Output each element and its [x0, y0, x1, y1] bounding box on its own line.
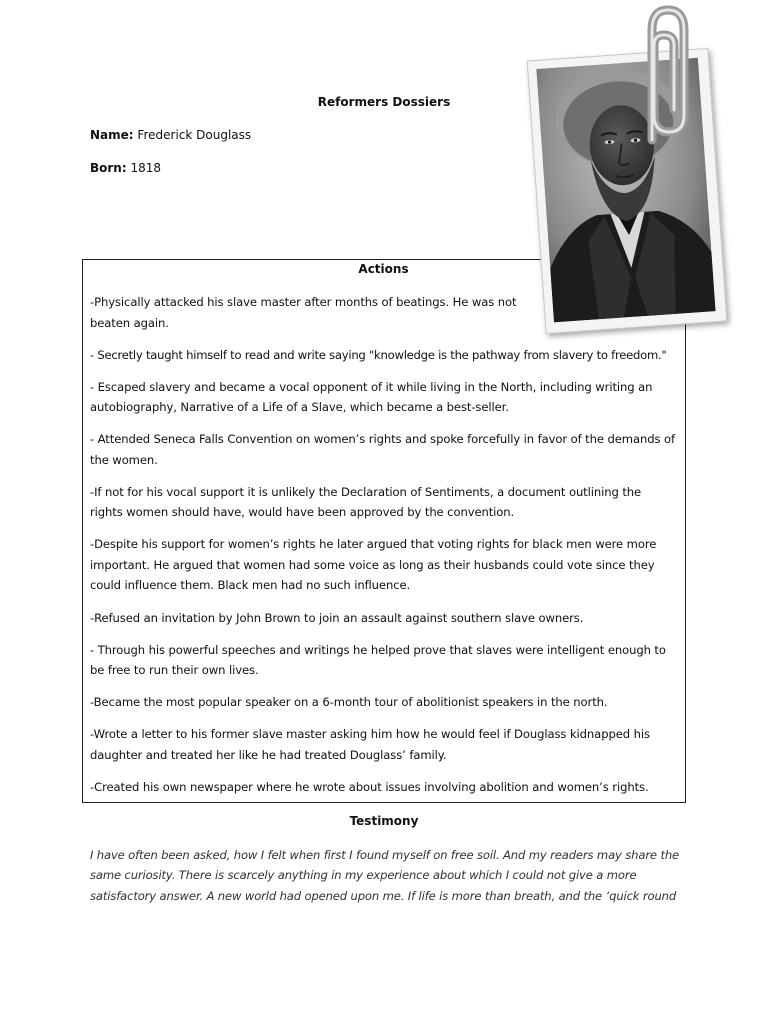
action-item: -Physically attacked his slave master after months of beatings. He was not beaten again.: [90, 295, 517, 330]
born-field: [90, 161, 161, 175]
born-value: 1818: [130, 161, 162, 175]
actions-box: [82, 259, 686, 803]
action-item: -Wrote a letter to his former slave master asking him how he would feel if Douglass kidnapped his daughter and treated her like he had treated Douglass’ family.: [90, 727, 650, 762]
page-title: Reformers Dossiers: [317, 95, 451, 109]
testimony-text: I have often been asked, how I felt when first I found myself on free soil. And my readers may share the same curiosity. There is scarcely anything in my experience about which I could not give a more satisfactory answer. A new world had opened upon me. If life is more than breath, and the ‘quick round: [90, 848, 680, 903]
action-item: -Created his own newspaper where he wrote about issues involving abolition and women’s rights.: [90, 779, 649, 794]
action-item: -Refused an invitation by John Brown to join an assault against southern slave owners.: [90, 610, 584, 625]
action-item: - Escaped slavery and became a vocal opponent of it while living in the North, including writing an autobiography, Narrative of a Life of a Slave, which became a best-seller.: [90, 379, 653, 415]
name-label: Name:: [90, 128, 134, 142]
action-item: -Became the most popular speaker on a 6-month tour of abolitionist speakers in the north.: [90, 695, 608, 710]
action-item: -If not for his vocal support it is unlikely the Declaration of Sentiments, a document outlining the rights women should have, would have been approved by the convention.: [90, 484, 642, 520]
name-field: [90, 128, 251, 142]
actions-list: [90, 292, 677, 797]
paperclip-icon: [612, 0, 692, 150]
action-item: -Despite his support for women’s rights he later argued that voting rights for black men were more important. He argued that women had some voice as long as their husbands could vote since they could influence them. Black men had no such influence.: [90, 537, 657, 593]
born-label: Born:: [90, 161, 127, 175]
action-item: - Secretly taught himself to read and write saying "knowledge is the pathway from slavery to freedom.": [90, 347, 667, 362]
actions-heading: Actions: [358, 262, 409, 276]
testimony-heading: Testimony: [349, 814, 419, 828]
action-item: - Attended Seneca Falls Convention on women’s rights and spoke forcefully in favor of the demands of the women.: [90, 432, 675, 467]
name-value: Frederick Douglass: [137, 128, 252, 142]
action-item: - Through his powerful speeches and writings he helped prove that slaves were intelligent enough to be free to run their own lives.: [90, 642, 666, 678]
